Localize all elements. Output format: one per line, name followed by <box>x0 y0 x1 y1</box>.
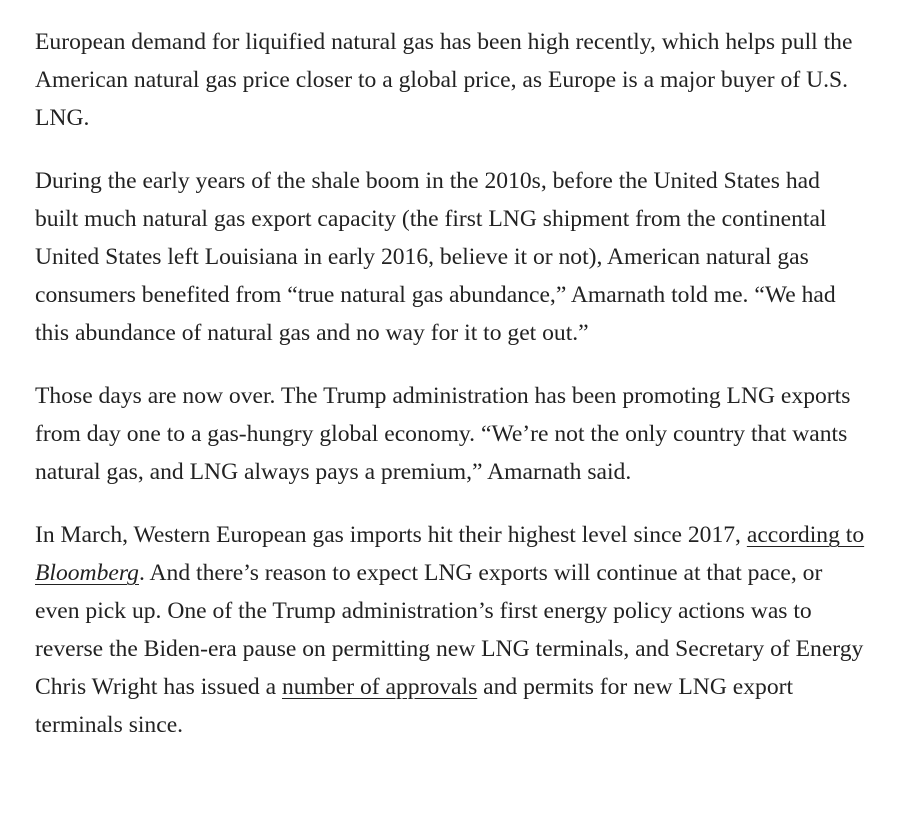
approvals-link[interactable]: number of approvals <box>282 674 478 700</box>
bloomberg-link-source: Bloomberg <box>35 560 139 586</box>
paragraph-days-over: Those days are now over. The Trump administration has been promoting LNG exports from day one to a gas-hungry global economy. “We’re not the only country that wants natural gas, and LNG always pays a premium,” Amarnath said. <box>35 383 851 485</box>
paragraph-text-before: In March, Western European gas imports hit their highest level since 2017, <box>35 522 747 548</box>
paragraph-march-imports <box>35 516 865 744</box>
paragraph-text-middle: . And there’s reason to expect LNG exports will continue at that pace, or even pick up. One of the Trump administration’s first energy policy actions was to reverse the Biden-era pause on permitting new LNG terminals, and Secretary of Energy Chris Wright has issued a <box>35 560 864 700</box>
paragraph-lng-demand: European demand for liquified natural gas has been high recently, which helps pull the American natural gas price closer to a global price, as Europe is a major buyer of U.S. LNG. <box>35 29 853 131</box>
bloomberg-link-text: according to <box>746 522 865 548</box>
paragraph-shale-boom: During the early years of the shale boom in the 2010s, before the United States had built much natural gas export capacity (the first LNG shipment from the continental United States left Louisiana in early 2016, believe it or not), American natural gas consumers benefited from “true natural gas abundance,” Amarnath told me. “We had this abundance of natural gas and no way for it to get out.” <box>35 168 836 346</box>
paragraph-text-after: and permits for new LNG export terminals since. <box>35 674 794 738</box>
article-body <box>35 23 865 769</box>
